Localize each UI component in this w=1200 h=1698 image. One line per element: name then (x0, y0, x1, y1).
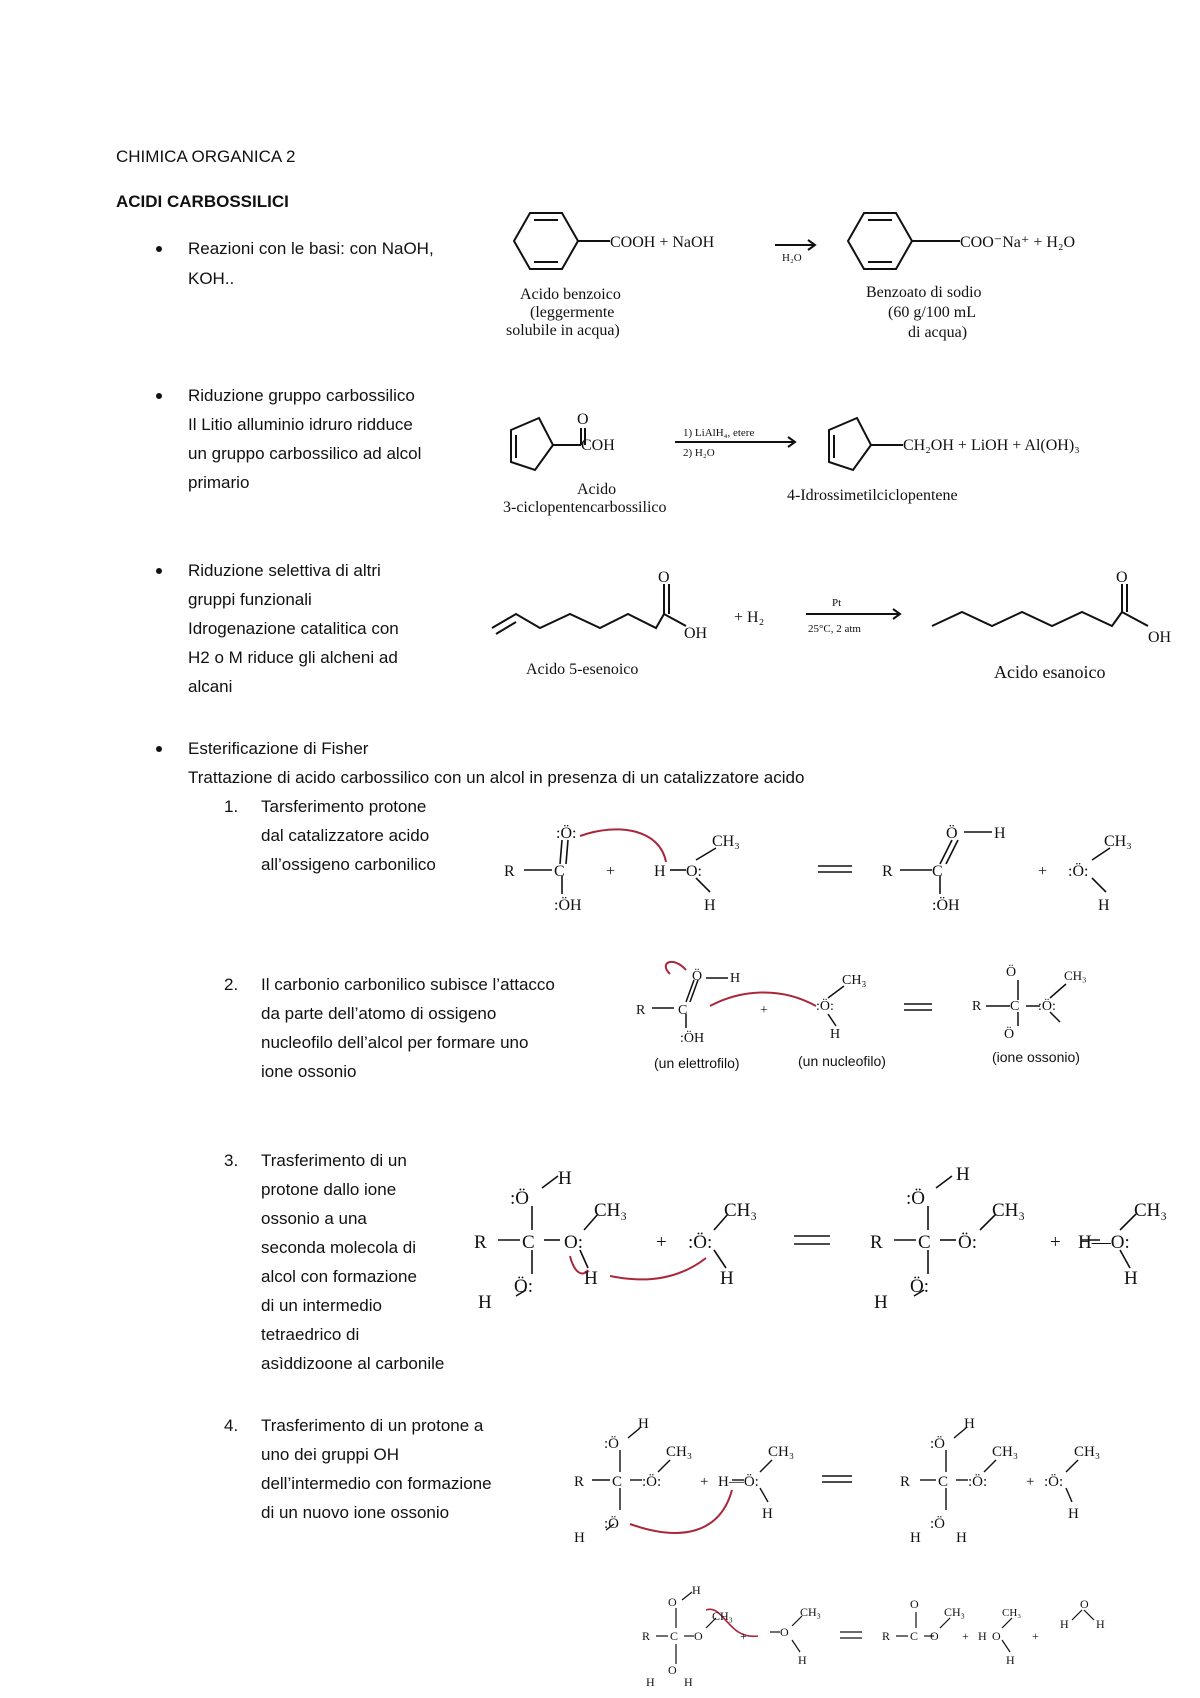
step-1-line-2: dal catalizzatore acido (261, 826, 430, 845)
fig8-o-alc: O (780, 1625, 789, 1639)
fig6-h-top-product: H (956, 1164, 970, 1185)
bullet-3-line-5: alcani (188, 677, 233, 696)
fig8-h-water-1: H (1060, 1617, 1069, 1631)
fig7-ch3-3: CH₃ (1074, 1444, 1101, 1460)
fig4-r-product: R (882, 863, 893, 880)
fig2-reagent-1: 1) LiAlH₄, etere (683, 427, 755, 439)
fig2-carbonyl-o: O (577, 411, 589, 428)
fig5-ch3-2: CH₃ (1064, 968, 1087, 983)
step-2-line-3: nucleofilo dell’alcol per formare uno (261, 1033, 529, 1052)
fig6-o-top: :Ö (510, 1188, 529, 1209)
fig6-h-top: H (558, 1168, 572, 1189)
figure-final-mechanism (640, 1580, 1140, 1692)
fig4-prod-h: H (994, 825, 1006, 842)
fig6-alc-o: :Ö: (688, 1232, 713, 1253)
step-1-line-1: Tarsferimento protone (261, 797, 427, 816)
fig4-h-2: H (1098, 897, 1110, 914)
fig2-coh: COH (581, 437, 615, 454)
fig3-o-right: O (1116, 569, 1128, 586)
figure-step-1-mechanism (500, 812, 1180, 922)
step-number: 2. (224, 975, 239, 994)
fig7-c: C (612, 1474, 623, 1490)
fig7-h-bot-product-1: H (910, 1530, 921, 1546)
bullet-3-line-2: gruppi funzionali (188, 590, 312, 609)
bullet-dot (156, 246, 162, 252)
fig1-left-group: COOH + NaOH (610, 234, 715, 251)
fig7-o-right: :Ö: (642, 1474, 662, 1490)
fig6-o-bot: Ö: (514, 1276, 533, 1297)
fig4-o-mid: O: (686, 863, 702, 880)
fig8-h-prod-2: H (1006, 1653, 1015, 1667)
figure-step-3-mechanism (470, 1150, 1190, 1330)
fig4-oh: :ÖH (554, 897, 582, 914)
fig8-h-top: H (692, 1583, 701, 1597)
fig6-prod-h-plus: H—O: (1078, 1232, 1130, 1253)
fig7-o-alc: :Ö: (1044, 1474, 1064, 1490)
bullet-2-line-2: Il Litio alluminio idruro ridduce (188, 415, 413, 434)
fig7-ch3-product: CH₃ (992, 1444, 1019, 1460)
fig2-products: CH₂OH + LiOH + Al(OH)₃ (903, 437, 1080, 454)
fig5-h-2: H (830, 1027, 841, 1042)
step-4-line-4: di un nuovo ione ossonio (261, 1503, 450, 1522)
fig4-ch3-2: CH₃ (1104, 833, 1132, 850)
fig2-right-label: 4-Idrossimetilciclopentene (787, 487, 958, 504)
fig8-plus-2: + (962, 1629, 969, 1643)
fig4-plus: + (606, 863, 616, 880)
fig5-prod-o: Ö (1006, 965, 1017, 980)
fig7-ho: H—Ö: (718, 1474, 759, 1490)
fig1-right-group: COO⁻Na⁺ + H₂O (960, 234, 1076, 251)
fig4-r: R (504, 863, 515, 880)
fig8-c: C (670, 1629, 679, 1643)
fig5-o-alc: :Ö: (816, 999, 834, 1014)
bullet-4-line-1: Esterificazione di Fisher (188, 739, 369, 758)
figure-lialh4-reduction (495, 400, 1080, 516)
fig4-prod-o: Ö (946, 825, 958, 842)
step-3-line-7: tetraedrico di (261, 1325, 360, 1344)
fig7-plus: + (700, 1474, 709, 1490)
fig8-ch3-prod: CH₃ (1002, 1607, 1022, 1619)
fig6-h-bot: H (478, 1292, 492, 1313)
section-title: ACIDI CARBOSSILICI (116, 192, 289, 211)
fig8-h-bot-1: H (646, 1675, 655, 1689)
bullet-2-line-1: Riduzione gruppo carbossilico (188, 386, 415, 405)
step-3-line-1: Trasferimento di un (261, 1151, 407, 1170)
fig5-prod-o2: :Ö: (1038, 999, 1056, 1014)
step-3-line-3: ossonio a una (261, 1209, 367, 1228)
fig7-o-bot: :Ö (604, 1516, 619, 1532)
fig5-ch3: CH₃ (842, 973, 867, 988)
fig5-plus: + (760, 1003, 768, 1018)
fig8-o-bot: O (668, 1663, 677, 1677)
figure-step-2-mechanism (630, 950, 1150, 1080)
fig8-ch3: CH₃ (712, 1609, 733, 1623)
fig6-r-product: R (870, 1232, 883, 1253)
fig1-left-label-3: solubile in acqua) (506, 322, 620, 339)
fig4-prod-o2: :Ö: (1068, 863, 1089, 880)
fig7-r: R (574, 1474, 585, 1490)
fig8-plus: + (740, 1629, 747, 1643)
fig8-o-water: O (1080, 1597, 1089, 1611)
step-number: 3. (224, 1151, 239, 1170)
fig7-h-bot-product-2: H (956, 1530, 967, 1546)
fig8-o-ester: O (930, 1629, 939, 1643)
fig2-reagent-2: 2) H₂O (683, 447, 715, 459)
step-number: 1. (224, 797, 239, 816)
fig7-o-right-product: :Ö: (968, 1474, 988, 1490)
fig7-ch3: CH₃ (666, 1444, 693, 1460)
fig8-o-prod: O (992, 1629, 1001, 1643)
fig6-h-3: H (1124, 1268, 1138, 1289)
fig1-right-label-1: Benzoato di sodio (866, 284, 982, 301)
fig5-h: H (730, 971, 741, 986)
fig6-o-bot-product: Ö: (910, 1276, 929, 1297)
bullet-4-line-2: Trattazione di acido carbossilico con un alcol in presenza di un catalizzatore acido (188, 768, 805, 787)
fig6-ch3: CH₃ (594, 1200, 628, 1221)
fig7-plus-2: + (1026, 1474, 1035, 1490)
fig8-c-product: C (910, 1629, 919, 1643)
step-4-line-3: dell’intermedio con formazione (261, 1474, 492, 1493)
fig3-o-left: O (658, 569, 670, 586)
fig1-over-arrow: H₂O (782, 252, 802, 264)
fig8-h-bot-2: H (684, 1675, 693, 1689)
fig7-r-product: R (900, 1474, 911, 1490)
fig7-c-product: C (938, 1474, 949, 1490)
figure-step-4-mechanism (570, 1410, 1170, 1550)
bullet-1-line-1: Reazioni con le basi: con NaOH, (188, 239, 434, 258)
fig7-h-top-product: H (964, 1416, 975, 1432)
fig8-o-product: O (910, 1597, 919, 1611)
fig4-o: :Ö: (556, 825, 577, 842)
fig1-right-label-2: (60 g/100 mL (888, 304, 976, 321)
step-number: 4. (224, 1416, 239, 1435)
fig5-oh-bot: :ÖH (680, 1031, 705, 1046)
step-3-line-5: alcol con formazione (261, 1267, 417, 1286)
fig3-oh-left: OH (684, 625, 708, 642)
bullet-3-line-4: H2 o M riduce gli alcheni ad (188, 648, 398, 667)
fig6-ch3-2: CH₃ (724, 1200, 758, 1221)
fig6-plus-2: + (1050, 1232, 1061, 1253)
fig6-ch3-product: CH₃ (992, 1200, 1026, 1221)
fig8-plus-3: + (1032, 1629, 1039, 1643)
fig6-ch3-3: CH₃ (1134, 1200, 1168, 1221)
fig2-left-label-1: Acido (577, 481, 617, 498)
fig6-c-product: C (918, 1232, 931, 1253)
fig7-h-top: H (638, 1416, 649, 1432)
fig1-right-label-3: di acqua) (908, 324, 968, 341)
fig4-h: H (704, 897, 716, 914)
step-3-line-2: protone dallo ione (261, 1180, 397, 1199)
page-title: CHIMICA ORGANICA 2 (116, 147, 296, 166)
fig5-label-electrophile: (un elettrofilo) (654, 1055, 740, 1071)
fig4-c-product: C (932, 863, 943, 880)
fig3-catalyst: Pt (832, 597, 842, 609)
fig5-prod-o3: Ö (1004, 1027, 1015, 1042)
fig4-plus-2: + (1038, 863, 1048, 880)
bullet-dot (156, 746, 162, 752)
fig7-h-bot: H (574, 1530, 585, 1546)
fig6-h-2: H (720, 1268, 734, 1289)
fig6-o-top-product: :Ö (906, 1188, 925, 1209)
fig7-o-top: :Ö (604, 1436, 619, 1452)
fig5-c: C (678, 1003, 688, 1018)
step-4-line-1: Trasferimento di un protone a (261, 1416, 484, 1435)
step-2-line-4: ione ossonio (261, 1062, 357, 1081)
fig6-h-bot-product: H (874, 1292, 888, 1313)
step-2-line-1: Il carbonio carbonilico subisce l’attacco (261, 975, 555, 994)
step-3-line-4: seconda molecola di (261, 1238, 416, 1257)
bullet-3-line-1: Riduzione selettiva di altri (188, 561, 381, 580)
figure-benzoic-acid-neutralization (490, 205, 1150, 345)
fig3-oh-right: OH (1148, 629, 1172, 646)
fig8-o-right: O (694, 1629, 703, 1643)
bullet-3-line-3: Idrogenazione catalitica con (188, 619, 399, 638)
fig8-r: R (642, 1629, 651, 1643)
fig8-ch3-2: CH₃ (800, 1605, 821, 1619)
fig8-r-product: R (882, 1629, 891, 1643)
fig4-h-o: H (654, 863, 666, 880)
fig8-o-top: O (668, 1595, 677, 1609)
fig3-conditions: 25°C, 2 atm (808, 623, 861, 635)
fig6-prod-o-right: Ö: (958, 1232, 977, 1253)
fig5-oh-top: Ö (692, 969, 703, 984)
fig3-right-label: Acido esanoico (994, 662, 1106, 682)
fig8-ch3-product: CH₃ (944, 1605, 965, 1619)
fig6-plus: + (656, 1232, 667, 1253)
fig7-h-3: H (1068, 1506, 1079, 1522)
fig4-prod-oh: :ÖH (932, 897, 960, 914)
fig1-left-label-1: Acido benzoico (520, 286, 621, 303)
fig1-left-label-2: (leggermente (530, 304, 615, 321)
fig2-left-label-2: 3-ciclopentencarbossilico (503, 499, 667, 516)
step-3-line-6: di un intermedio (261, 1296, 382, 1315)
fig6-o-right: O: (564, 1232, 583, 1253)
bullet-2-line-4: primario (188, 473, 250, 492)
fig3-plus-h2: + H₂ (734, 609, 765, 626)
step-2-line-2: da parte dell’atomo di ossigeno (261, 1004, 497, 1023)
bullet-dot (156, 568, 162, 574)
fig6-r: R (474, 1232, 487, 1253)
fig5-r-product: R (972, 999, 982, 1014)
fig6-h-right: H (584, 1268, 598, 1289)
figure-catalytic-hydrogenation (488, 570, 1188, 690)
fig5-label-oxonium: (ione ossonio) (992, 1049, 1080, 1065)
step-3-line-8: asìddizoone al carbonile (261, 1354, 445, 1373)
fig7-h-2: H (762, 1506, 773, 1522)
fig8-h-alc: H (798, 1653, 807, 1667)
fig7-ch3-2: CH₃ (768, 1444, 795, 1460)
step-1-line-3: all’ossigeno carbonilico (261, 855, 436, 874)
fig7-o-bot-product: :Ö (930, 1516, 945, 1532)
bullet-dot (156, 393, 162, 399)
fig5-c-product: C (1010, 999, 1020, 1014)
step-4-line-2: uno dei gruppi OH (261, 1445, 399, 1464)
bullet-2-line-3: un gruppo carbossilico ad alcol (188, 444, 422, 463)
fig5-r: R (636, 1003, 646, 1018)
bullet-1-line-2: KOH.. (188, 269, 235, 288)
fig3-left-label: Acido 5-esenoico (526, 661, 639, 678)
fig4-c: C (554, 863, 565, 880)
fig8-h-water-2: H (1096, 1617, 1105, 1631)
fig4-ch3: CH₃ (712, 833, 740, 850)
fig7-o-top-product: :Ö (930, 1436, 945, 1452)
fig5-label-nucleophile: (un nucleofilo) (798, 1053, 886, 1069)
fig6-c: C (522, 1232, 535, 1253)
fig8-h-prod: H (978, 1629, 987, 1643)
